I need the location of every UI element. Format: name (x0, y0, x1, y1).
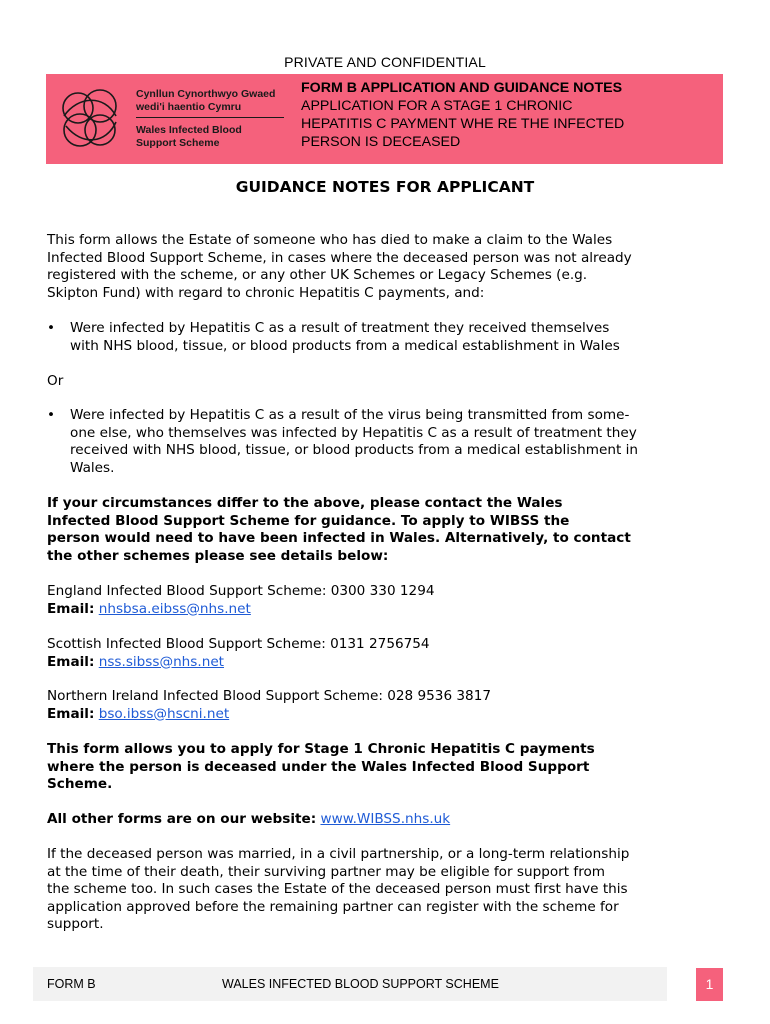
intro-paragraph: This form allows the Estate of someone who has died to make a claim to the Wales Infected Blood Support Scheme, in cases where the deceased person was not already registered with the scheme, or any other UK Schemes or Legacy Schemes (e.g. Skipton Fund) with regard to chronic Hepatitis C payments, and: (47, 232, 632, 301)
form-title: FORM B APPLICATION AND GUIDANCE NOTES (301, 80, 623, 96)
form-title-block (301, 79, 721, 151)
bullet-marker: • (47, 407, 56, 423)
contact-notice: If your circumstances differ to the above, please contact the Wales Infected Blood Support Scheme for guidance. To apply to WIBSS the person would need to have been infected in Wales. Alternatively, to contact the other schemes please see details below: (47, 495, 631, 564)
website-line: All other forms are on our website: www.WIBSS.nhs.uk (47, 811, 451, 827)
form-subtitle-line: HEPATITIS C PAYMENT WHE RE THE INFECTED (301, 116, 625, 132)
logo-divider (136, 117, 284, 118)
form-subtitle-line: PERSON IS DECEASED (301, 134, 461, 150)
page-number: 1 (696, 968, 723, 1001)
website-link[interactable]: www.WIBSS.nhs.uk (320, 811, 451, 827)
contact-scotland: Scottish Infected Blood Support Scheme: 0131 2756754 Email: nss.sibss@nhs.net (47, 636, 430, 670)
email-link-northern-ireland[interactable]: bso.ibss@hscni.net (98, 705, 230, 722)
page-footer (33, 967, 667, 1001)
partner-note: If the deceased person was married, in a civil partnership, or a long-term relationship at the time of their death, their surviving partner may be eligible for support from the scheme too. In such cases the Estate of the deceased person must first have this application approved before the remaining partner can register with the scheme for support. (47, 846, 630, 932)
footer-form-label: FORM B (47, 977, 96, 991)
contact-northern-ireland: Northern Ireland Infected Blood Support Scheme: 028 9536 3817 Email: bso.ibss@hscni.net (47, 688, 492, 722)
wibss-logo-icon (58, 86, 122, 152)
header-banner (46, 74, 723, 164)
or-separator: Or (47, 373, 64, 389)
logo-english-name: Wales Infected Blood Support Scheme (136, 124, 242, 149)
logo-welsh-name: Cynllun Cynorthwyo Gwaed wedi'i haentio Cymru (136, 88, 276, 113)
footer-scheme-name: WALES INFECTED BLOOD SUPPORT SCHEME (222, 977, 499, 991)
confidential-label: PRIVATE AND CONFIDENTIAL (284, 54, 486, 70)
email-link-scotland[interactable]: nss.sibss@nhs.net (98, 653, 225, 670)
bullet-item: Were infected by Hepatitis C as a result of treatment they received themselves with NHS blood, tissue, or blood products from a medical establishment in Wales (70, 320, 620, 354)
form-purpose: This form allows you to apply for Stage 1 Chronic Hepatitis C payments where the person is deceased under the Wales Infected Blood Support Scheme. (47, 741, 595, 792)
page-heading: GUIDANCE NOTES FOR APPLICANT (235, 178, 535, 196)
contact-england: England Infected Blood Support Scheme: 0300 330 1294 Email: nhsbsa.eibss@nhs.net (47, 583, 435, 617)
bullet-item: Were infected by Hepatitis C as a result of the virus being transmitted from some- one else, who themselves was infected by Hepatitis C as a result of treatment they received with NHS blood, tissue, or blood products from a medical establishment in Wales. (70, 407, 639, 476)
bullet-marker: • (47, 320, 56, 336)
form-subtitle-line: APPLICATION FOR A STAGE 1 CHRONIC (301, 98, 573, 114)
email-link-england[interactable]: nhsbsa.eibss@nhs.net (98, 600, 251, 617)
